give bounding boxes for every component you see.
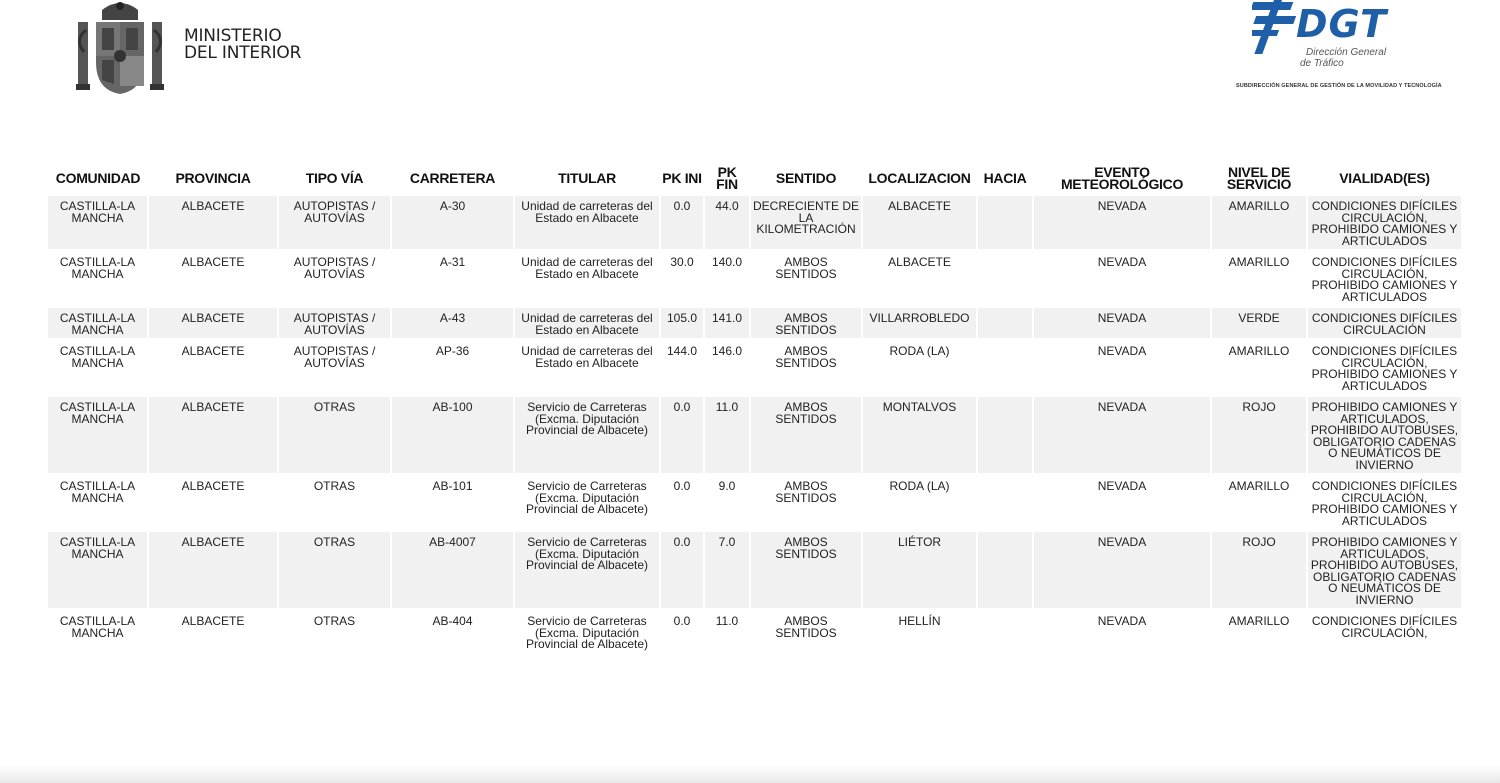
column-header: CARRETERA: [409, 170, 496, 186]
table-cell: 7.0: [704, 531, 750, 610]
table-cell: AMBOS SENTIDOS: [750, 396, 862, 475]
table-cell: AMBOS SENTIDOS: [750, 307, 862, 340]
table-cell: VILLARROBLEDO: [862, 307, 977, 340]
table-cell: RODA (LA): [862, 340, 977, 396]
page-edge: [0, 765, 1500, 783]
table-cell: 0.0: [660, 531, 704, 610]
table-cell: [977, 531, 1033, 610]
table-cell: ALBACETE: [148, 340, 278, 396]
table-cell: AUTOPISTAS / AUTOVÍAS: [278, 340, 391, 396]
table-cell: AUTOPISTAS / AUTOVÍAS: [278, 196, 391, 251]
table-cell: 144.0: [660, 340, 704, 396]
table-cell: [977, 307, 1033, 340]
table-row: [48, 340, 1462, 396]
table-cell: ALBACETE: [148, 251, 278, 307]
table-cell: 0.0: [660, 475, 704, 531]
table-cell: AMARILLO: [1211, 475, 1307, 531]
table-cell: [977, 396, 1033, 475]
table-cell: CASTILLA-LA MANCHA: [48, 251, 148, 307]
column-header: VIALIDAD(ES): [1339, 170, 1430, 186]
table-cell: Servicio de Carreteras (Excma. Diputación Provincial de Albacete): [514, 396, 660, 475]
column-header: TIPO VÍA: [305, 170, 364, 186]
table-cell: NEVADA: [1033, 251, 1211, 307]
table-cell: NEVADA: [1033, 196, 1211, 251]
table-cell: 11.0: [704, 396, 750, 475]
table-header-row: [48, 160, 1462, 196]
table-cell: NEVADA: [1033, 475, 1211, 531]
column-header: EVENTO METEOROLÓGICO: [1060, 164, 1184, 192]
column-header: COMUNIDAD: [55, 170, 141, 186]
table-cell: Servicio de Carreteras (Excma. Diputación Provincial de Albacete): [514, 531, 660, 610]
table-cell: NEVADA: [1033, 340, 1211, 396]
table-cell: AP-36: [391, 340, 514, 396]
table-cell: Unidad de carreteras del Estado en Albacete: [514, 196, 660, 251]
table-cell: AMARILLO: [1211, 610, 1307, 655]
table-cell: CASTILLA-LA MANCHA: [48, 307, 148, 340]
table-cell: AMBOS SENTIDOS: [750, 531, 862, 610]
table-cell: ALBACETE: [148, 475, 278, 531]
table-cell: 140.0: [704, 251, 750, 307]
coat-of-arms-icon: [72, 0, 168, 98]
column-header: PK INI: [662, 170, 702, 186]
table-cell: [977, 196, 1033, 251]
table-cell: AB-101: [391, 475, 514, 531]
table-cell: NEVADA: [1033, 396, 1211, 475]
table-cell: ALBACETE: [148, 396, 278, 475]
table-cell: [977, 475, 1033, 531]
table-cell: [977, 610, 1033, 655]
table-cell: VERDE: [1211, 307, 1307, 340]
table-cell: AMARILLO: [1211, 251, 1307, 307]
table-cell: [977, 251, 1033, 307]
column-header: SENTIDO: [775, 170, 837, 186]
table-cell: 146.0: [704, 340, 750, 396]
table-cell: OTRAS: [278, 610, 391, 655]
table-cell: CASTILLA-LA MANCHA: [48, 196, 148, 251]
table-cell: RODA (LA): [862, 475, 977, 531]
table-cell: ALBACETE: [862, 196, 977, 251]
table-cell: 44.0: [704, 196, 750, 251]
dgt-subtitle-2: de Tráfico: [1300, 58, 1344, 69]
ministry-line-1: MINISTERIO: [184, 26, 282, 46]
table-cell: CASTILLA-LA MANCHA: [48, 531, 148, 610]
table-cell: Servicio de Carreteras (Excma. Diputación Provincial de Albacete): [514, 610, 660, 655]
table-cell: Servicio de Carreteras (Excma. Diputación Provincial de Albacete): [514, 475, 660, 531]
table-cell: 0.0: [660, 196, 704, 251]
table-row: [48, 307, 1462, 340]
table-cell: HELLÍN: [862, 610, 977, 655]
table-cell: A-31: [391, 251, 514, 307]
table-cell: AMARILLO: [1211, 196, 1307, 251]
table-cell: DECRECIENTE DE LA KILOMETRACIÓN: [750, 196, 862, 251]
table-cell: A-43: [391, 307, 514, 340]
table-cell: CONDICIONES DIFÍCILES CIRCULACIÓN, PROHIBIDO CAMIONES Y ARTICULADOS: [1307, 251, 1462, 307]
table-cell: PROHIBIDO CAMIONES Y ARTICULADOS, PROHIBIDO AUTOBUSES, OBLIGATORIO CADENAS O NEUMÁTICOS DE INVIERNO: [1307, 531, 1462, 610]
table-cell: AUTOPISTAS / AUTOVÍAS: [278, 307, 391, 340]
subdirection-label: SUBDIRECCIÓN GENERAL DE GESTIÓN DE LA MOVILIDAD Y TECNOLOGÍA: [1236, 83, 1442, 89]
table-cell: [977, 340, 1033, 396]
table-cell: OTRAS: [278, 475, 391, 531]
table-cell: PROHIBIDO CAMIONES Y ARTICULADOS, PROHIBIDO AUTOBUSES, OBLIGATORIO CADENAS O NEUMÁTICOS DE INVIERNO: [1307, 396, 1462, 475]
table-cell: AB-404: [391, 610, 514, 655]
table-cell: AMBOS SENTIDOS: [750, 340, 862, 396]
table-cell: ALBACETE: [148, 196, 278, 251]
table-cell: CONDICIONES DIFÍCILES CIRCULACIÓN,: [1307, 610, 1462, 655]
table-cell: NEVADA: [1033, 610, 1211, 655]
table-cell: 30.0: [660, 251, 704, 307]
table-row: [48, 251, 1462, 307]
table-cell: 11.0: [704, 610, 750, 655]
table-cell: OTRAS: [278, 531, 391, 610]
table-row: [48, 196, 1462, 251]
table-cell: 105.0: [660, 307, 704, 340]
column-header: PK FIN: [716, 164, 738, 192]
table-cell: OTRAS: [278, 396, 391, 475]
table-cell: AMBOS SENTIDOS: [750, 475, 862, 531]
road-conditions-table: [48, 160, 1463, 656]
table-cell: AMARILLO: [1211, 340, 1307, 396]
dgt-brand: DGT: [1296, 2, 1387, 46]
table-cell: A-30: [391, 196, 514, 251]
table-cell: Unidad de carreteras del Estado en Albacete: [514, 340, 660, 396]
table-cell: ALBACETE: [148, 531, 278, 610]
table-cell: CASTILLA-LA MANCHA: [48, 610, 148, 655]
table-cell: ROJO: [1211, 396, 1307, 475]
table-cell: CONDICIONES DIFÍCILES CIRCULACIÓN, PROHIBIDO CAMIONES Y ARTICULADOS: [1307, 475, 1462, 531]
page-header: [0, 0, 1500, 150]
table-cell: AUTOPISTAS / AUTOVÍAS: [278, 251, 391, 307]
column-header: LOCALIZACION: [868, 170, 971, 186]
table-cell: AB-100: [391, 396, 514, 475]
column-header: TITULAR: [558, 170, 616, 186]
table-cell: ALBACETE: [148, 307, 278, 340]
column-header: PROVINCIA: [175, 170, 251, 186]
ministry-name: [184, 28, 301, 62]
table-cell: ROJO: [1211, 531, 1307, 610]
table-cell: AMBOS SENTIDOS: [750, 251, 862, 307]
table-cell: CASTILLA-LA MANCHA: [48, 340, 148, 396]
dgt-subtitle-1: Dirección General: [1306, 47, 1387, 58]
table-cell: NEVADA: [1033, 531, 1211, 610]
table-cell: CONDICIONES DIFÍCILES CIRCULACIÓN, PROHIBIDO CAMIONES Y ARTICULADOS: [1307, 196, 1462, 251]
table-cell: MONTALVOS: [862, 396, 977, 475]
table-cell: NEVADA: [1033, 307, 1211, 340]
table-cell: AB-4007: [391, 531, 514, 610]
table-cell: LIÉTOR: [862, 531, 977, 610]
table-row: [48, 531, 1462, 610]
table-cell: 9.0: [704, 475, 750, 531]
ministry-line-2: DEL INTERIOR: [184, 43, 302, 63]
table-cell: CONDICIONES DIFÍCILES CIRCULACIÓN: [1307, 307, 1462, 340]
table-row: [48, 475, 1462, 531]
table-cell: CASTILLA-LA MANCHA: [48, 396, 148, 475]
table-cell: CASTILLA-LA MANCHA: [48, 475, 148, 531]
table-cell: Unidad de carreteras del Estado en Albacete: [514, 307, 660, 340]
table-cell: AMBOS SENTIDOS: [750, 610, 862, 655]
column-header: NIVEL DE SERVICIO: [1226, 164, 1292, 192]
table-cell: Unidad de carreteras del Estado en Albacete: [514, 251, 660, 307]
table-cell: 0.0: [660, 396, 704, 475]
table-cell: CONDICIONES DIFÍCILES CIRCULACIÓN, PROHIBIDO CAMIONES Y ARTICULADOS: [1307, 340, 1462, 396]
column-header: HACIA: [983, 170, 1027, 186]
table-cell: 141.0: [704, 307, 750, 340]
table-row: [48, 396, 1462, 475]
table-cell: ALBACETE: [862, 251, 977, 307]
table-cell: ALBACETE: [148, 610, 278, 655]
table-row: [48, 610, 1462, 655]
table-cell: 0.0: [660, 610, 704, 655]
